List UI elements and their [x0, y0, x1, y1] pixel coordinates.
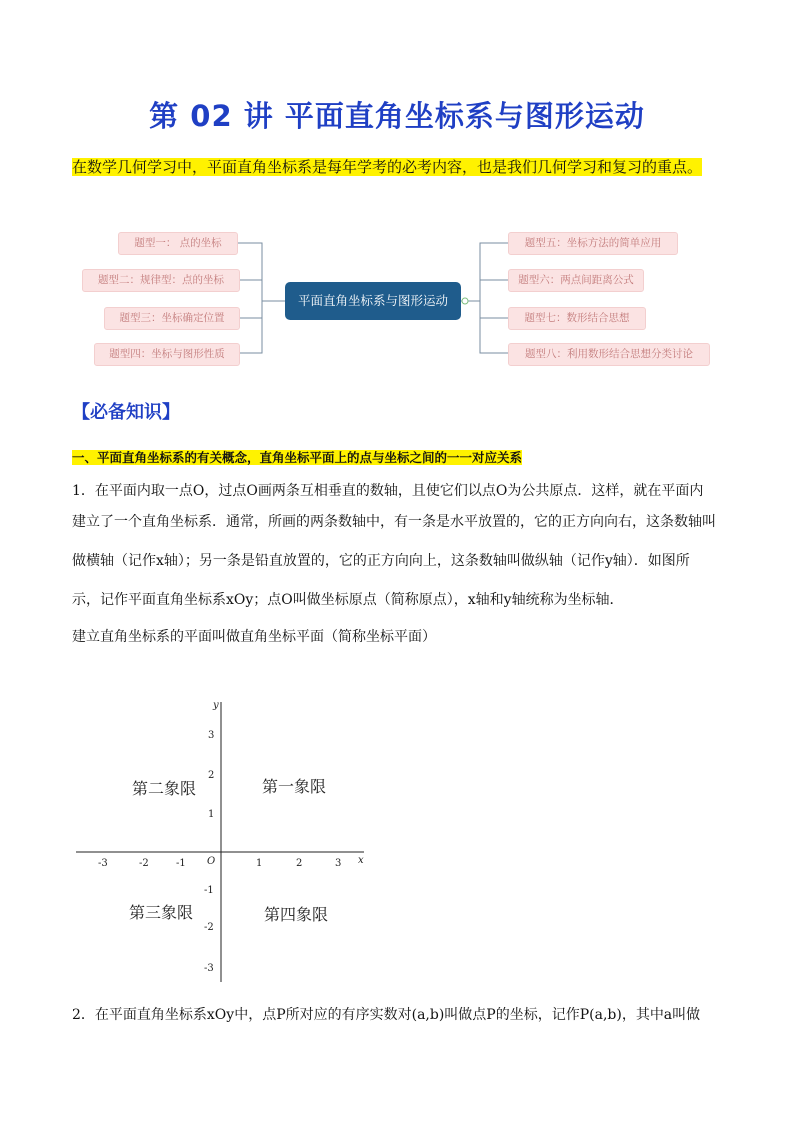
- intro-paragraph: 在数学几何学习中，平面直角坐标系是每年学考的必考内容，也是我们几何学习和复习的重点。: [72, 158, 703, 176]
- x-tick-label: -2: [139, 858, 149, 869]
- mindmap-node-left-1: 题型一： 点的坐标: [118, 232, 238, 255]
- quadrant-3-label: 第三象限: [129, 903, 194, 922]
- y-tick-label: 2: [208, 770, 215, 781]
- section-heading: 【必备知识】: [72, 402, 180, 423]
- paragraph-3: 2．在平面直角坐标系xOy中，点P所对应的有序实数对(a,b)叫做点P的坐标，记作P(a,b)，其中a叫做: [72, 1007, 701, 1023]
- x-tick-label: 1: [256, 858, 263, 869]
- quadrant-1-label: 第一象限: [262, 777, 327, 796]
- x-tick-label: -3: [98, 858, 108, 869]
- x-tick-label: -1: [176, 858, 186, 869]
- paragraph-1-line-4: 示，记作平面直角坐标系xOy；点O叫做坐标原点（简称原点），x轴和y轴统称为坐标轴．: [72, 592, 624, 608]
- y-tick-label: -2: [204, 922, 214, 933]
- y-tick-label: 3: [208, 730, 215, 741]
- mindmap-node-right-2: 题型六：两点间距离公式: [508, 269, 644, 292]
- mindmap-node-left-2: 题型二：规律型：点的坐标: [82, 269, 240, 292]
- x-tick-label: 3: [335, 858, 342, 869]
- page-title: 第 02 讲 平面直角坐标系与图形运动: [149, 99, 645, 133]
- mindmap-center-node: 平面直角坐标系与图形运动: [285, 282, 461, 320]
- y-tick-label: 1: [208, 809, 215, 820]
- origin-label: O: [207, 856, 216, 867]
- quadrant-2-label: 第二象限: [132, 779, 197, 798]
- y-axis-label: y: [213, 700, 219, 711]
- y-tick-label: -1: [204, 885, 214, 896]
- paragraph-1-line-2: 建立了一个直角坐标系．通常，所画的两条数轴中，有一条是水平放置的，它的正方向向右，这条数轴叫: [72, 514, 716, 530]
- paragraph-1-line-1: 1．在平面内取一点O，过点O画两条互相垂直的数轴，且使它们以点O为公共原点．这样，就在平面内: [72, 483, 704, 499]
- mindmap-node-left-3: 题型三：坐标确定位置: [104, 307, 240, 330]
- quadrant-4-label: 第四象限: [264, 905, 329, 924]
- paragraph-2: 建立直角坐标系的平面叫做直角坐标平面（简称坐标平面）: [72, 629, 436, 645]
- mindmap-node-left-4: 题型四：坐标与图形性质: [94, 343, 240, 366]
- mindmap-node-right-1: 题型五：坐标方法的简单应用: [508, 232, 678, 255]
- mindmap-node-right-4: 题型八：利用数形结合思想分类讨论: [508, 343, 710, 366]
- quadrant-figure: [70, 690, 380, 990]
- sub-heading: 一、平面直角坐标系的有关概念，直角坐标平面上的点与坐标之间的一一对应关系: [72, 450, 523, 465]
- y-tick-label: -3: [204, 963, 214, 974]
- mindmap-node-right-3: 题型七：数形结合思想: [508, 307, 646, 330]
- x-tick-label: 2: [296, 858, 303, 869]
- x-axis-label: x: [358, 855, 364, 866]
- paragraph-1-line-3: 做横轴（记作x轴）；另一条是铅直放置的，它的正方向向上，这条数轴叫做纵轴（记作y轴）．如图所: [72, 553, 690, 569]
- mindmap: [0, 222, 794, 372]
